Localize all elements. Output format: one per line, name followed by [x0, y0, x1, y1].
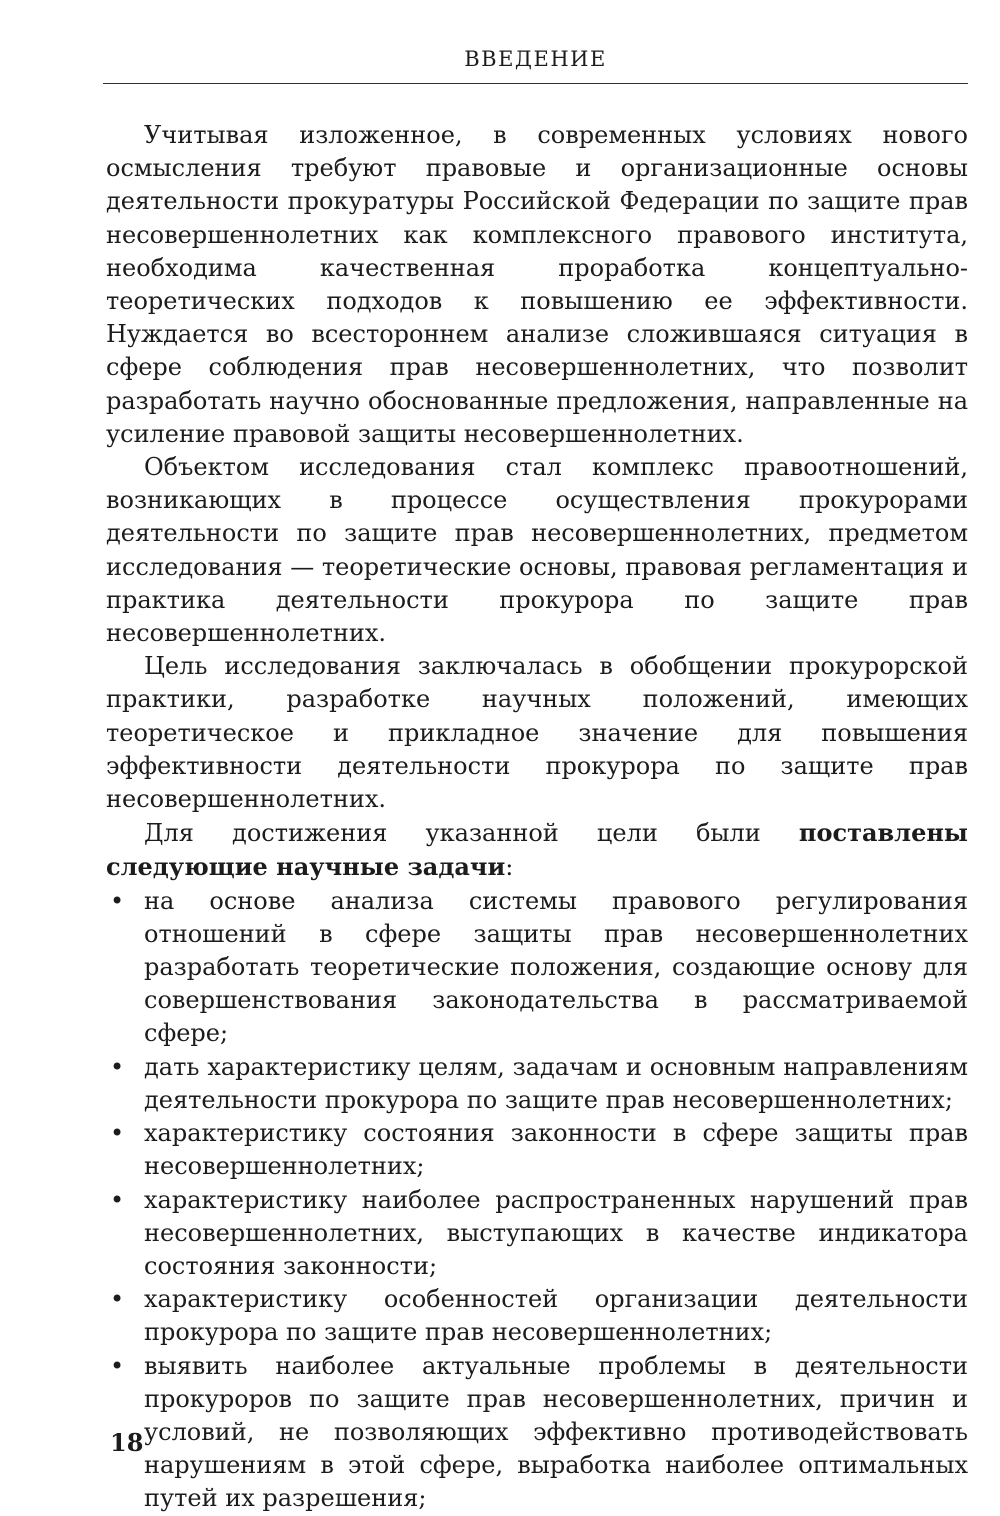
- list-item-text: на основе анализа системы правового регулирования отношений в сфере защиты прав несовершеннолетних разработать теоретические положения, создающие основу для совершенствования законодательства в рассматриваемой сфере;: [144, 886, 968, 1048]
- list-item-text: характеристику состояния законности в сфере защиты прав несовершеннолетних;: [144, 1119, 968, 1181]
- paragraph: Цель исследования заключалась в обобщении прокурорской практики, разработке научных положений, имеющих теоретическое и прикладное значение для повышения эффективности деятельности прокурора по защите прав несовершеннолетних.: [106, 652, 968, 814]
- tasks-intro-colon: :: [505, 853, 514, 882]
- list-item-text: дать характеристику целям, задачам и основным направлениям деятельности прокурора по защите прав несовершеннолетних;: [144, 1052, 968, 1114]
- paragraph: Учитывая изложенное, в современных условиях нового осмысления требуют правовые и организационные основы деятельности прокуратуры Российской Федерации по защите прав несовершеннолетних как комплексного правового института, необходима качественная проработка концептуально-теоретических подходов к повышению ее эффективности. Нуждается во всестороннем анализе сложившаяся ситуация в сфере соблюдения прав несовершеннолетних, что позволит разработать научно обоснованные предложения, направленные на усиление правовой защиты несовершеннолетних.: [106, 121, 968, 448]
- list-item: [106, 1283, 968, 1349]
- header-rule: [103, 83, 968, 84]
- list-item-text: характеристику особенностей организации деятельности прокурора по защите прав несовершеннолетних;: [144, 1285, 968, 1347]
- tasks-intro-lead: Для достижения указанной цели были: [144, 819, 799, 848]
- paragraph: Объектом исследования стал комплекс правоотношений, возникающих в процессе осуществления прокурорами деятельности по защите прав несовершеннолетних, предметом исследования — теоретические основы, правовая регламентация и практика деятельности прокурора по защите прав несовершеннолетних.: [106, 453, 968, 648]
- list-item: [106, 1051, 968, 1117]
- tasks-intro-emphasis: поставлены следующие научные задачи: [106, 818, 968, 882]
- list-item-text: выявить наиболее актуальные проблемы в деятельности прокуроров по защите прав несовершеннолетних, причин и условий, не позволяющих эффективно противодействовать нарушениям в этой сфере, выработка наиболее оптимальных путей их разрешения;: [144, 1351, 968, 1513]
- running-head: ВВЕДЕНИЕ: [464, 47, 607, 71]
- body-text: [106, 119, 968, 1516]
- tasks-list: [106, 885, 968, 1516]
- page-number: 18: [110, 1428, 144, 1457]
- bullet-icon: •: [110, 1052, 125, 1081]
- list-item: [106, 885, 968, 1051]
- list-item: [106, 1117, 968, 1183]
- list-item: [106, 1184, 968, 1284]
- bullet-icon: •: [110, 1119, 125, 1148]
- bullet-icon: •: [110, 1185, 125, 1214]
- bullet-icon: •: [110, 886, 125, 915]
- tasks-intro: [106, 816, 968, 884]
- bullet-icon: •: [110, 1351, 125, 1380]
- bullet-icon: •: [110, 1285, 125, 1314]
- list-item: [106, 1350, 968, 1516]
- list-item-text: характеристику наиболее распространенных нарушений прав несовершеннолетних, выступающих в качестве индикатора состояния законности;: [144, 1185, 968, 1280]
